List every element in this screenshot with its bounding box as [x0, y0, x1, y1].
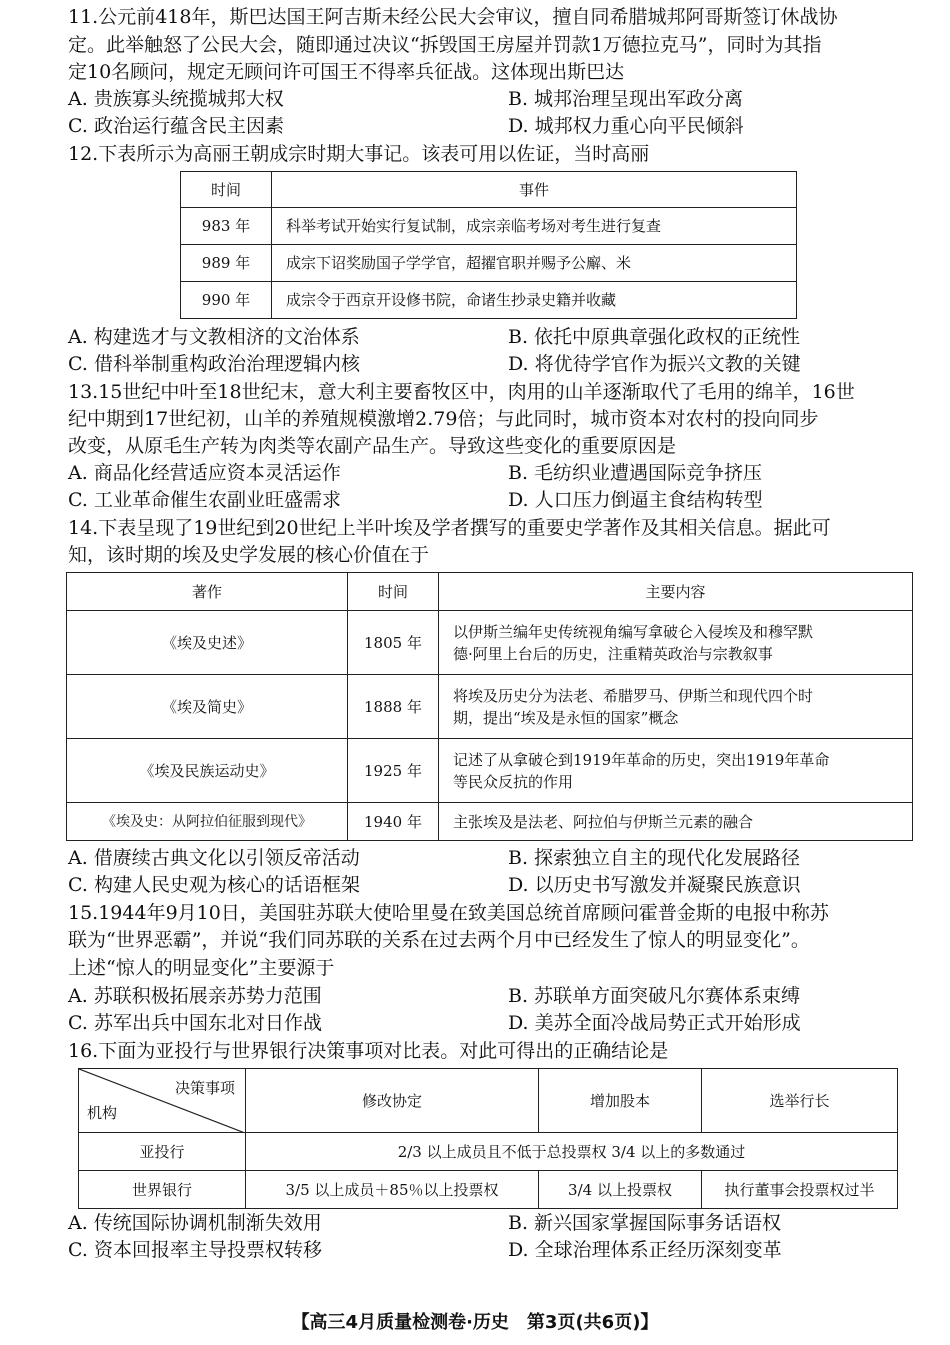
q13-stem-line-1: 13.15世纪中叶至18世纪末，意大利主要畜牧区中，肉用的山羊逐渐取代了毛用的绵羊，16世	[68, 381, 855, 403]
q14-row-1-content-line-2: 德·阿里上台后的历史，注重精英政治与宗教叙事	[453, 644, 773, 663]
q16-wb-label: 世界银行	[79, 1171, 246, 1209]
q14-row-2-work: 《埃及简史》	[67, 675, 348, 739]
q16-aiib-value: 2/3 以上成员且不低于总投票权 3/4 以上的多数通过	[246, 1133, 898, 1171]
q14-options-row-1	[68, 845, 916, 871]
q14-row-4-content: 主张埃及是法老、阿拉伯与伊斯兰元素的融合	[439, 803, 913, 841]
q16-option-b[interactable]: B. 新兴国家掌握国际事务话语权	[508, 1212, 782, 1234]
q12-header-event: 事件	[272, 172, 797, 208]
q16-options-row-2	[68, 1237, 916, 1263]
q15-stem-line-2: 联为“世界恶霸”，并说“我们同苏联的关系在过去两个月中已经发生了惊人的明显变化”。	[68, 929, 810, 951]
q13-option-b[interactable]: B. 毛纺织业遭遇国际竞争挤压	[508, 462, 763, 484]
q13-option-c[interactable]: C. 工业革命催生农副业旺盛需求	[68, 489, 341, 511]
q14-options-row-2	[68, 872, 916, 898]
q14-option-a[interactable]: A. 借赓续古典文化以引领反帝活动	[68, 847, 360, 869]
q13-option-d[interactable]: D. 人口压力倒逼主食结构转型	[508, 489, 763, 511]
q12-row-3-time: 990 年	[181, 282, 272, 319]
q15-stem-line-1: 15.1944年9月10日，美国驻苏联大使哈里曼在致美国总统首席顾问霍普金斯的电报中称苏	[68, 902, 829, 924]
q12-row-1-event: 科举考试开始实行复试制，成宗亲临考场对考生进行复查	[272, 208, 797, 245]
q12-table	[180, 171, 797, 319]
q12-option-d[interactable]: D. 将优待学官作为振兴文教的关键	[508, 353, 801, 375]
q16-stem-line-1: 16.下面为亚投行与世界银行决策事项对比表。对此可得出的正确结论是	[68, 1040, 669, 1062]
q14-header-content: 主要内容	[439, 573, 913, 611]
q14-table	[66, 572, 913, 841]
q16-wb-president: 执行董事会投票权过半	[702, 1171, 898, 1209]
q14-option-b[interactable]: B. 探索独立自主的现代化发展路径	[508, 847, 801, 869]
q14-option-c[interactable]: C. 构建人民史观为核心的话语框架	[68, 874, 360, 896]
q11-stem-line-3: 定10名顾问，规定无顾问许可国王不得率兵征战。这体现出斯巴达	[68, 61, 625, 83]
q16-option-d[interactable]: D. 全球治理体系正经历深刻变革	[508, 1239, 782, 1261]
q14-row-3-content-line-1: 记述了从拿破仑到1919年革命的历史，突出1919年革命	[453, 750, 830, 769]
q16-option-c[interactable]: C. 资本回报率主导投票权转移	[68, 1239, 322, 1261]
q16-wb-amend: 3/5 以上成员＋85％以上投票权	[246, 1171, 539, 1209]
q12-row-2-time: 989 年	[181, 245, 272, 282]
q14-row-4-work: 《埃及史：从阿拉伯征服到现代》	[67, 803, 348, 841]
q14-row-1-work: 《埃及史述》	[67, 611, 348, 675]
q16-table	[78, 1068, 898, 1209]
q15-option-a[interactable]: A. 苏联积极拓展亲苏势力范围	[68, 985, 322, 1007]
q14-row-3-content	[439, 739, 913, 803]
q11-stem-line-1: 11.公元前418年，斯巴达国王阿吉斯未经公民大会审议，擅自同希腊城邦阿哥斯签订休战协	[68, 6, 838, 28]
q16-options-row-1	[68, 1210, 916, 1236]
q15-option-c[interactable]: C. 苏军出兵中国东北对日作战	[68, 1012, 322, 1034]
q14-row-2-content-line-2: 期，提出“埃及是永恒的国家”概念	[453, 708, 679, 727]
q11-options-row-1	[68, 86, 916, 112]
q12-option-b[interactable]: B. 依托中原典章强化政权的正统性	[508, 326, 801, 348]
q16-header-president: 选举行长	[702, 1069, 898, 1133]
q16-corner-top-label: 决策事项	[174, 1079, 235, 1097]
q15-options-row-1	[68, 983, 916, 1009]
q16-corner-bottom-label: 机构	[87, 1104, 118, 1122]
q11-option-c[interactable]: C. 政治运行蕴含民主因素	[68, 115, 284, 137]
q14-option-d[interactable]: D. 以历史书写激发并凝聚民族意识	[508, 874, 801, 896]
q11-option-b[interactable]: B. 城邦治理呈现出军政分离	[508, 88, 744, 110]
q16-header-capital: 增加股本	[539, 1069, 702, 1133]
q16-aiib-label: 亚投行	[79, 1133, 246, 1171]
q16-corner-cell	[79, 1069, 246, 1133]
q15-stem-line-3: 上述“惊人的明显变化”主要源于	[68, 957, 335, 979]
q14-stem-line-2: 知，该时期的埃及史学发展的核心价值在于	[68, 544, 430, 566]
q16-wb-capital: 3/4 以上投票权	[539, 1171, 702, 1209]
q13-options-row-2	[68, 487, 916, 513]
q14-row-3-content-line-2: 等民众反抗的作用	[453, 772, 574, 791]
q13-option-a[interactable]: A. 商品化经营适应资本灵活运作	[68, 462, 341, 484]
q14-row-2-content	[439, 675, 913, 739]
q11-options-row-2	[68, 113, 916, 139]
q12-stem-line-1: 12.下表所示为高丽王朝成宗时期大事记。该表可用以佐证，当时高丽	[68, 143, 650, 165]
q15-options-row-2	[68, 1010, 916, 1036]
q13-options-row-1	[68, 460, 916, 486]
page-footer: 【高三4月质量检测卷·历史 第3页(共6页)】	[291, 1312, 659, 1333]
q12-options-row-2	[68, 351, 916, 377]
q11-option-d[interactable]: D. 城邦权力重心向平民倾斜	[508, 115, 744, 137]
q14-row-1-time: 1805 年	[348, 611, 439, 675]
q13-stem-line-2: 纪中期到17世纪初，山羊的养殖规模激增2.79倍；与此同时，城市资本对农村的投向同步	[68, 408, 819, 430]
q14-row-2-content-line-1: 将埃及历史分为法老、希腊罗马、伊斯兰和现代四个时	[453, 686, 814, 705]
q11-option-a[interactable]: A. 贵族寡头统揽城邦大权	[68, 88, 284, 110]
q16-option-a[interactable]: A. 传统国际协调机制渐失效用	[68, 1212, 322, 1234]
q14-stem-line-1: 14.下表呈现了19世纪到20世纪上半叶埃及学者撰写的重要史学著作及其相关信息。据此可	[68, 517, 831, 539]
q15-option-b[interactable]: B. 苏联单方面突破凡尔赛体系束缚	[508, 985, 801, 1007]
q14-row-1-content-line-1: 以伊斯兰编年史传统视角编写拿破仑入侵埃及和穆罕默	[453, 622, 814, 641]
q13-stem-line-3: 改变，从原毛生产转为肉类等农副产品生产。导致这些变化的重要原因是	[68, 435, 677, 457]
q12-header-time: 时间	[181, 172, 272, 208]
q12-row-2-event: 成宗下诏奖励国子学学官，超擢官职并赐予公廨、米	[272, 245, 797, 282]
q11-stem-line-2: 定。此举触怒了公民大会，随即通过决议“拆毁国王房屋并罚款1万德拉克马”，同时为其指	[68, 34, 822, 56]
q14-row-3-work: 《埃及民族运动史》	[67, 739, 348, 803]
q16-header-amend: 修改协定	[246, 1069, 539, 1133]
q12-option-c[interactable]: C. 借科举制重构政治治理逻辑内核	[68, 353, 360, 375]
q14-row-3-time: 1925 年	[348, 739, 439, 803]
q14-row-4-time: 1940 年	[348, 803, 439, 841]
q12-options-row-1	[68, 324, 916, 350]
q12-option-a[interactable]: A. 构建选才与文教相济的文治体系	[68, 326, 360, 348]
q15-option-d[interactable]: D. 美苏全面冷战局势正式开始形成	[508, 1012, 801, 1034]
q12-row-3-event: 成宗令于西京开设修书院，命诸生抄录史籍并收藏	[272, 282, 797, 319]
q12-row-1-time: 983 年	[181, 208, 272, 245]
q14-row-2-time: 1888 年	[348, 675, 439, 739]
q14-row-1-content	[439, 611, 913, 675]
q14-header-time: 时间	[348, 573, 439, 611]
q14-header-work: 著作	[67, 573, 348, 611]
